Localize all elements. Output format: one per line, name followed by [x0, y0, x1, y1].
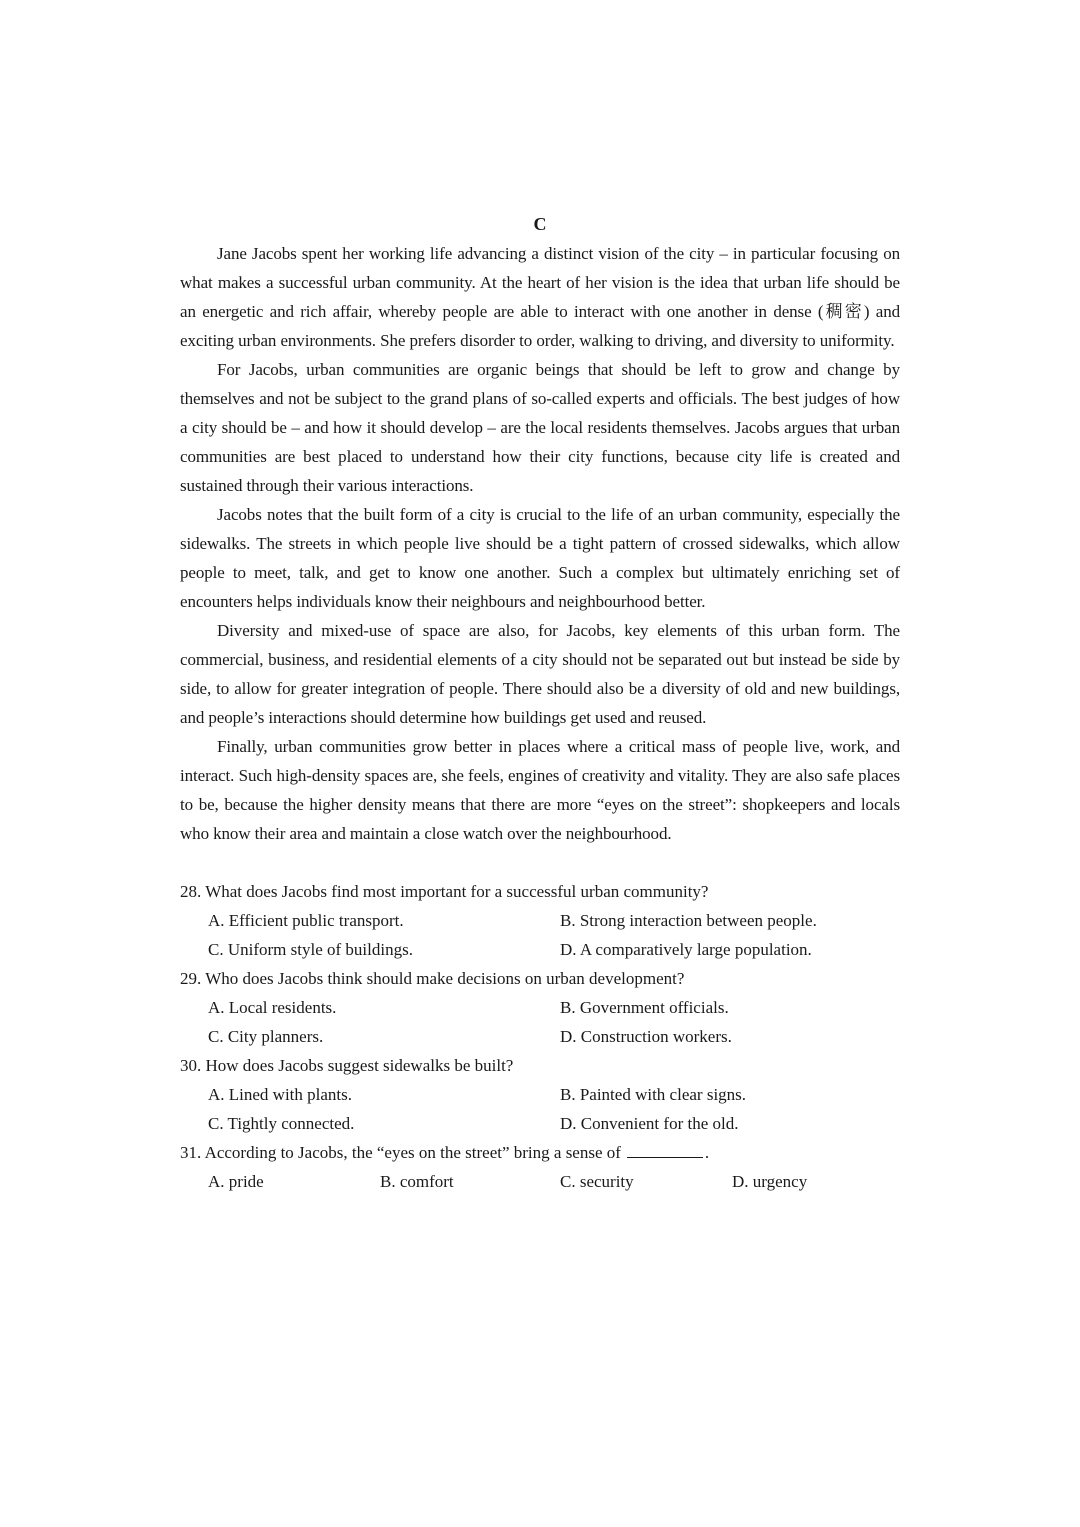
section-heading: C: [533, 214, 547, 234]
option-d[interactable]: D. urgency: [732, 1172, 808, 1191]
option-b[interactable]: B. comfort: [380, 1172, 454, 1191]
option-row: [180, 1167, 900, 1196]
option-a[interactable]: A. Lined with plants.: [208, 1085, 353, 1104]
question-number: 31.: [180, 1143, 202, 1162]
option-b[interactable]: B. Painted with clear signs.: [560, 1085, 747, 1104]
question-list: [180, 877, 900, 1196]
option-b[interactable]: B. Strong interaction between people.: [560, 911, 817, 930]
option-a[interactable]: A. Local residents.: [208, 998, 337, 1017]
question-28: [180, 877, 900, 964]
question-number: 29.: [180, 969, 202, 988]
passage-paragraph-4: Diversity and mixed-use of space are also, for Jacobs, key elements of this urban form. The commercial, business, and residential elements of a city should not be separated out but instead be side by side, to allow for greater integration of people. There should also be a diversity of old and new buildings, and people’s interactions should determine how buildings get used and reused.: [180, 621, 900, 727]
option-grid: [180, 1080, 900, 1138]
question-number: 28.: [180, 882, 202, 901]
question-number: 30.: [180, 1056, 202, 1075]
answer-blank[interactable]: [627, 1140, 703, 1158]
question-text: How does Jacobs suggest sidewalks be built?: [205, 1056, 514, 1075]
question-stem: [180, 964, 900, 993]
passage-paragraph-5: Finally, urban communities grow better in places where a critical mass of people live, work, and interact. Such high-density spaces are, she feels, engines of creativity and vitality. They are also safe places to be, because the higher density means that there are more “eyes on the street”: shopkeepers and locals who know their area and maintain a close watch over the neighbourhood.: [180, 737, 900, 843]
option-grid: [180, 906, 900, 964]
option-c[interactable]: C. security: [560, 1172, 634, 1191]
question-30: [180, 1051, 900, 1138]
option-grid: [180, 993, 900, 1051]
option-c[interactable]: C. Tightly connected.: [208, 1114, 355, 1133]
passage-paragraph-1: Jane Jacobs spent her working life advancing a distinct vision of the city – in particular focusing on what makes a successful urban community. At the heart of her vision is the idea that urban life should be an energetic and rich affair, whereby people are able to interact with one another in dense (稠密) and exciting urban environments. She prefers disorder to order, walking to driving, and diversity to uniformity.: [180, 244, 900, 350]
exam-page: [180, 210, 900, 1196]
question-stem: [180, 877, 900, 906]
option-c[interactable]: C. City planners.: [208, 1027, 324, 1046]
question-stem: [180, 1138, 900, 1167]
passage-paragraph-2: For Jacobs, urban communities are organic beings that should be left to grow and change by themselves and not be subject to the grand plans of so-called experts and officials. The best judges of how a city should be – and how it should develop – are the local residents themselves. Jacobs argues that urban communities are best placed to understand how their city functions, because city life is created and sustained through their various interactions.: [180, 360, 900, 495]
option-a[interactable]: A. pride: [208, 1172, 264, 1191]
question-text: What does Jacobs find most important for a successful urban community?: [205, 882, 709, 901]
option-d[interactable]: D. A comparatively large population.: [560, 940, 812, 959]
question-stem-end: .: [704, 1143, 710, 1162]
question-text: According to Jacobs, the “eyes on the street” bring a sense of: [204, 1143, 621, 1162]
question-29: [180, 964, 900, 1051]
option-b[interactable]: B. Government officials.: [560, 998, 729, 1017]
question-stem: [180, 1051, 900, 1080]
option-a[interactable]: A. Efficient public transport.: [208, 911, 404, 930]
reading-passage: [180, 239, 900, 848]
question-31: [180, 1138, 900, 1196]
option-d[interactable]: D. Construction workers.: [560, 1027, 732, 1046]
passage-paragraph-3: Jacobs notes that the built form of a city is crucial to the life of an urban community, especially the sidewalks. The streets in which people live should be a tight pattern of crossed sidewalks, which allow people to meet, talk, and get to know one another. Such a complex but ultimately enriching set of encounters helps individuals know their neighbours and neighbourhood better.: [180, 505, 900, 611]
question-text: Who does Jacobs think should make decisions on urban development?: [205, 969, 685, 988]
option-d[interactable]: D. Convenient for the old.: [560, 1114, 739, 1133]
option-c[interactable]: C. Uniform style of buildings.: [208, 940, 413, 959]
